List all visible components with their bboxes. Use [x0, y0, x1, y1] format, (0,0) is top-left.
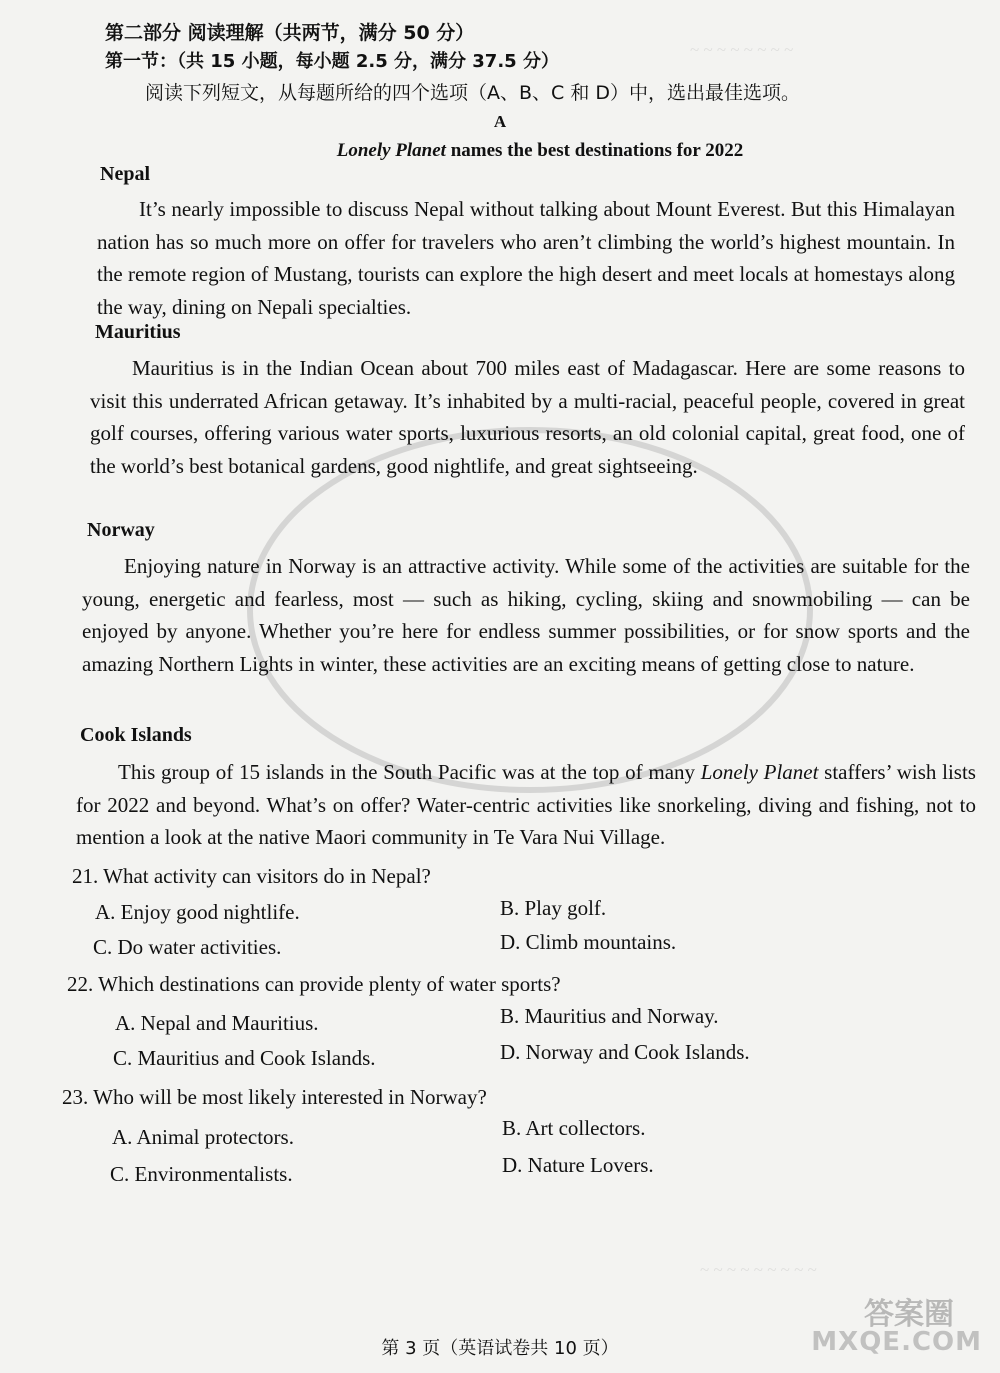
title-italic: Lonely Planet: [336, 140, 446, 161]
paragraph-cook-islands: [76, 756, 976, 854]
q23-option-a: A. Animal protectors.: [112, 1125, 294, 1149]
paragraph-nepal: It’s nearly impossible to discuss Nepal without talking about Mount Everest. But this Himalayan nation has so much more on offer for travelers who aren’t climbing the world’s highest mountain. In the remote region of Mustang, tourists can explore the high desert and meet locals at homestays along the way, dining on Nepali specialties.: [97, 197, 955, 319]
site-watermark: [812, 1289, 982, 1361]
heading-mauritius: Mauritius: [95, 321, 181, 343]
article-title: [0, 140, 1000, 162]
q23-option-c: C. Environmentalists.: [110, 1162, 293, 1186]
q22-option-d: D. Norway and Cook Islands.: [500, 1040, 750, 1064]
q22-option-b: B. Mauritius and Norway.: [500, 1004, 719, 1028]
part-heading: 第二部分 阅读理解（共两节，满分 50 分）: [105, 22, 475, 44]
bleed-through-text: ~ ~ ~ ~ ~ ~ ~ ~: [690, 40, 794, 59]
page-footer: 第 3 页（英语试卷共 10 页）: [381, 1338, 619, 1359]
paragraph-mauritius: Mauritius is in the Indian Ocean about 700 miles east of Madagascar. Here are some reasons to visit this underrated African getaway. It’s inhabited by a multi-racial, peaceful people, covered in great golf courses, offering various water sports, luxurious resorts, an old colonial capital, great food, one of the world’s best botanical gardens, good nightlife, and great sightseeing.: [90, 356, 965, 478]
question-21: 21. What activity can visitors do in Nepal?: [72, 864, 431, 888]
q21-option-d: D. Climb mountains.: [500, 930, 677, 954]
paragraph-norway: Enjoying nature in Norway is an attractive activity. While some of the activities are suitable for the young, energetic and fearless, most — such as hiking, cycling, skiing and snowmobiling — can be enjoyed by anyone. Whether you’re here for endless summer possibilities, or for snow sports and the amazing Northern Lights in winter, these activities are an exciting means of getting close to nature.: [82, 554, 970, 676]
instructions: 阅读下列短文，从每题所给的四个选项（A、B、C 和 D）中，选出最佳选项。: [145, 82, 801, 104]
q21-option-c: C. Do water activities.: [93, 935, 282, 959]
q23-option-d: D. Nature Lovers.: [502, 1153, 654, 1177]
heading-cook-islands: Cook Islands: [80, 724, 192, 746]
watermark-url: MXQE.COM: [811, 1327, 982, 1357]
section-heading: 第一节：（共 15 小题，每小题 2.5 分，满分 37.5 分）: [105, 51, 559, 72]
q21-option-a: A. Enjoy good nightlife.: [95, 900, 300, 924]
cook-text-italic: Lonely Planet: [700, 760, 819, 784]
heading-nepal: Nepal: [100, 163, 150, 185]
passage-letter: A: [493, 112, 507, 131]
watermark-cn: 答案圈: [864, 1297, 954, 1332]
cook-text-before: This group of 15 islands in the South Pacific was at the top of many: [118, 760, 701, 784]
bleed-through-text: ~ ~ ~ ~ ~ ~ ~ ~ ~: [700, 1260, 817, 1279]
question-23: 23. Who will be most likely interested in Norway?: [62, 1085, 487, 1109]
q23-option-b: B. Art collectors.: [502, 1116, 646, 1140]
heading-norway: Norway: [87, 519, 155, 541]
title-rest: names the best destinations for 2022: [445, 140, 744, 161]
q22-option-a: A. Nepal and Mauritius.: [115, 1011, 319, 1035]
cook-text-after: staffers’ wish lists for 2022 and beyond. What’s on offer? Water-centric activities like snorkeling, diving and fishing, not to mention a look at the native Maori community in Te Vara Nui Village.: [76, 760, 976, 849]
q22-option-c: C. Mauritius and Cook Islands.: [113, 1046, 376, 1070]
q21-option-b: B. Play golf.: [500, 896, 607, 920]
question-22: 22. Which destinations can provide plenty of water sports?: [67, 972, 561, 996]
